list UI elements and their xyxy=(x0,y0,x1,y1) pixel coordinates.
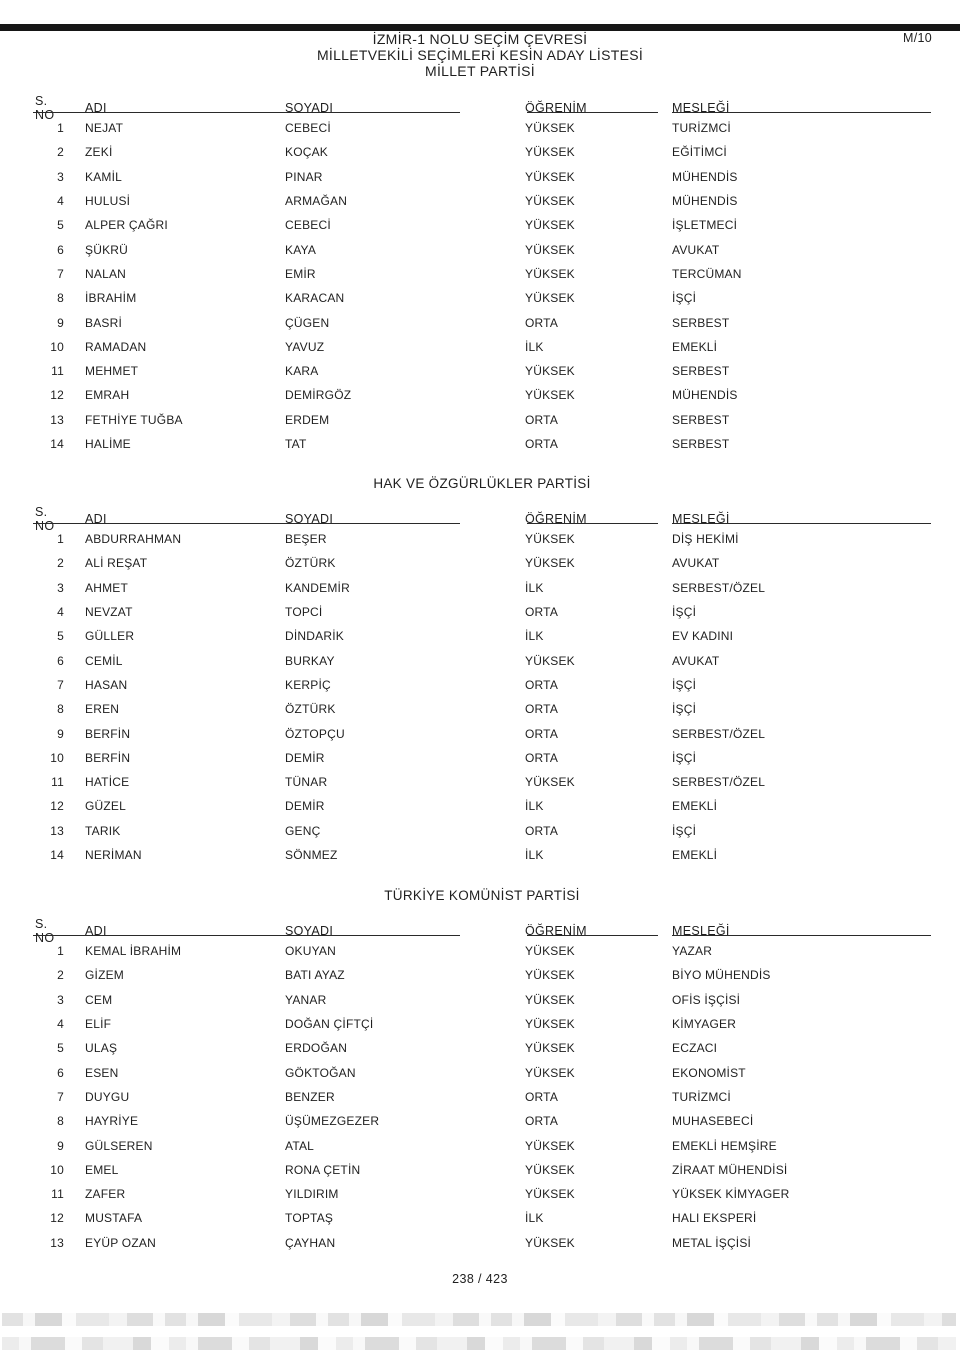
table-row xyxy=(33,939,931,963)
party-heading: HAK VE ÖZGÜRLÜKLER PARTİSİ xyxy=(373,476,591,491)
cell-order-no: 5 xyxy=(57,629,64,644)
cell-profession: İŞÇİ xyxy=(672,750,697,765)
cell-education: YÜKSEK xyxy=(525,291,575,306)
table-body xyxy=(33,939,931,1255)
cell-first-name: EREN xyxy=(85,702,120,717)
cell-education: YÜKSEK xyxy=(525,218,575,233)
cell-order-no: 2 xyxy=(57,145,64,160)
cell-surname: ÖZTÜRK xyxy=(285,556,336,571)
cell-surname: DOĞAN ÇİFTÇİ xyxy=(285,1017,374,1032)
cell-profession: EMEKLİ HEMŞİRE xyxy=(672,1138,777,1153)
cell-order-no: 5 xyxy=(57,1041,64,1056)
cell-education: YÜKSEK xyxy=(525,121,575,136)
cell-education: YÜKSEK xyxy=(525,556,575,571)
cell-surname: ÖZTÜRK xyxy=(285,702,336,717)
cell-order-no: 13 xyxy=(50,1235,64,1250)
cell-order-no: 12 xyxy=(50,1211,64,1226)
cell-surname: GÖKTOĞAN xyxy=(285,1065,356,1080)
cell-first-name: HULUSİ xyxy=(85,194,131,209)
table-row xyxy=(33,335,931,359)
table-row xyxy=(33,1012,931,1036)
cell-order-no: 6 xyxy=(57,653,64,668)
table-row xyxy=(33,963,931,987)
table-row xyxy=(33,1085,931,1109)
party-section xyxy=(33,888,931,1255)
table-header-row xyxy=(33,917,931,945)
cell-profession: EV KADINI xyxy=(672,629,734,644)
cell-surname: ÇAYHAN xyxy=(285,1235,336,1250)
cell-first-name: NERİMAN xyxy=(85,848,142,862)
cell-education: YÜKSEK xyxy=(525,1162,575,1177)
header-underline-segment xyxy=(527,112,658,113)
party-section xyxy=(33,476,931,867)
table-body xyxy=(33,116,931,456)
cell-education: ORTA xyxy=(525,315,559,330)
cell-surname: KANDEMİR xyxy=(285,580,350,595)
cell-profession: SERBEST xyxy=(672,315,730,330)
cell-surname: TAT xyxy=(285,437,307,451)
cell-order-no: 12 xyxy=(50,799,64,814)
table-row xyxy=(33,1060,931,1084)
cell-order-no: 4 xyxy=(57,194,64,209)
cell-first-name: HATİCE xyxy=(85,775,130,790)
cell-order-no: 12 xyxy=(50,388,64,403)
cell-education: YÜKSEK xyxy=(525,1138,575,1153)
cell-order-no: 2 xyxy=(57,968,64,983)
cell-surname: ÜŞÜMEZGEZER xyxy=(285,1114,380,1129)
title-list-name: MİLLETVEKİLİ SEÇİMLERİ KESİN ADAY LİSTESİ xyxy=(316,47,644,63)
cell-order-no: 14 xyxy=(50,848,64,862)
column-header: SOYADI xyxy=(285,512,334,526)
cell-surname: YAVUZ xyxy=(285,339,325,354)
header-underline-segment xyxy=(33,935,460,936)
scan-artifact-noise-band-1 xyxy=(2,1313,956,1326)
column-header: MESLEĞİ xyxy=(672,924,730,938)
cell-surname: DEMİR xyxy=(285,799,325,814)
cell-first-name: GÜLSEREN xyxy=(85,1138,153,1153)
cell-order-no: 13 xyxy=(50,823,64,838)
cell-education: YÜKSEK xyxy=(525,532,575,547)
cell-profession: SERBEST/ÖZEL xyxy=(672,775,766,790)
table-row xyxy=(33,140,931,164)
cell-first-name: NEJAT xyxy=(85,121,124,136)
cell-education: ORTA xyxy=(525,726,559,741)
cell-order-no: 9 xyxy=(57,726,64,741)
column-header: ADI xyxy=(85,101,107,115)
cell-order-no: 9 xyxy=(57,1138,64,1153)
cell-profession: EĞİTİMCİ xyxy=(672,145,727,160)
cell-surname: CEBECİ xyxy=(285,121,331,136)
cell-first-name: EYÜP OZAN xyxy=(85,1235,156,1250)
cell-surname: ÇÜGEN xyxy=(285,315,330,330)
cell-order-no: 11 xyxy=(51,1187,64,1202)
header-underline xyxy=(33,935,931,938)
cell-profession: HALI EKSPERİ xyxy=(672,1211,757,1226)
cell-profession: İŞÇİ xyxy=(672,291,697,306)
cell-order-no: 1 xyxy=(57,944,64,959)
cell-education: İLK xyxy=(525,799,544,814)
cell-surname: DEMİRGÖZ xyxy=(285,388,352,403)
cell-surname: ARMAĞAN xyxy=(285,194,348,209)
cell-first-name: BASRİ xyxy=(85,315,123,330)
cell-education: YÜKSEK xyxy=(525,1017,575,1032)
cell-order-no: 11 xyxy=(51,775,64,790)
cell-first-name: MEHMET xyxy=(85,364,139,379)
cell-surname: KAYA xyxy=(285,242,317,257)
cell-surname: BEŞER xyxy=(285,532,327,547)
cell-profession: TURİZMCİ xyxy=(672,1089,731,1104)
cell-first-name: HALİME xyxy=(85,437,131,451)
cell-profession: MÜHENDİS xyxy=(672,388,738,403)
title-first-party: MİLLET PARTİSİ xyxy=(424,63,535,79)
cell-surname: GENÇ xyxy=(285,823,321,838)
cell-surname: DİNDARİK xyxy=(285,629,344,644)
table-row xyxy=(33,262,931,286)
cell-profession: OFİS İŞÇİSİ xyxy=(672,992,741,1007)
cell-education: ORTA xyxy=(525,437,559,451)
cell-surname: KERPİÇ xyxy=(285,677,331,692)
table-row xyxy=(33,1158,931,1182)
cell-first-name: ESEN xyxy=(85,1065,119,1080)
cell-order-no: 14 xyxy=(50,437,64,451)
cell-first-name: GÜZEL xyxy=(85,799,127,814)
column-header: S. NO xyxy=(35,94,55,122)
table-row xyxy=(33,1133,931,1157)
cell-order-no: 2 xyxy=(57,556,64,571)
cell-order-no: 3 xyxy=(57,580,64,595)
cell-profession: ECZACI xyxy=(672,1041,718,1056)
cell-first-name: ZAFER xyxy=(85,1187,126,1202)
cell-profession: SERBEST xyxy=(672,364,730,379)
cell-education: YÜKSEK xyxy=(525,944,575,959)
column-header: S. NO xyxy=(35,505,55,533)
cell-profession: SERBEST xyxy=(672,412,730,427)
table-row xyxy=(33,576,931,600)
cell-first-name: ABDURRAHMAN xyxy=(85,532,182,547)
cell-profession: YAZAR xyxy=(672,944,713,959)
party-heading: TÜRKİYE KOMÜNİST PARTİSİ xyxy=(384,888,580,903)
cell-first-name: İBRAHİM xyxy=(85,291,137,306)
cell-first-name: HAYRİYE xyxy=(85,1114,139,1129)
cell-education: ORTA xyxy=(525,677,559,692)
cell-surname: TÜNAR xyxy=(285,775,328,790)
cell-surname: OKUYAN xyxy=(285,944,336,959)
cell-surname: TOPTAŞ xyxy=(285,1211,334,1226)
table-row xyxy=(33,843,931,867)
cell-surname: KARA xyxy=(285,364,319,379)
cell-education: YÜKSEK xyxy=(525,1065,575,1080)
cell-profession: SERBEST/ÖZEL xyxy=(672,580,766,595)
cell-first-name: DUYGU xyxy=(85,1089,130,1104)
cell-first-name: NALAN xyxy=(85,266,127,281)
cell-surname: PINAR xyxy=(285,169,323,184)
cell-profession: MÜHENDİS xyxy=(672,194,738,209)
document-title-block xyxy=(0,31,960,79)
cell-order-no: 8 xyxy=(57,1114,64,1129)
scan-artifact-top-bar xyxy=(0,24,960,31)
cell-surname: ERDEM xyxy=(285,412,330,427)
column-header: ÖĞRENİM xyxy=(525,924,587,938)
cell-profession: SERBEST/ÖZEL xyxy=(672,726,766,741)
column-header: ADI xyxy=(85,512,107,526)
cell-order-no: 10 xyxy=(50,750,64,765)
cell-first-name: CEMİL xyxy=(85,653,123,668)
cell-order-no: 8 xyxy=(57,291,64,306)
cell-education: ORTA xyxy=(525,412,559,427)
table-row xyxy=(33,165,931,189)
header-underline-segment xyxy=(33,112,460,113)
cell-profession: İŞÇİ xyxy=(672,823,697,838)
cell-profession: METAL İŞÇİSİ xyxy=(672,1235,752,1250)
cell-first-name: KEMAL İBRAHİM xyxy=(85,944,182,959)
cell-profession: İŞÇİ xyxy=(672,605,697,620)
cell-first-name: CEM xyxy=(85,992,113,1007)
doc-code: M/10 xyxy=(903,31,932,45)
table-row xyxy=(33,1182,931,1206)
cell-order-no: 4 xyxy=(57,1017,64,1032)
table-row xyxy=(33,1036,931,1060)
column-header: SOYADI xyxy=(285,924,334,938)
cell-education: ORTA xyxy=(525,1114,559,1129)
table-row xyxy=(33,1109,931,1133)
cell-profession: ZİRAAT MÜHENDİSİ xyxy=(672,1162,788,1177)
cell-education: İLK xyxy=(525,848,544,862)
table-row xyxy=(33,527,931,551)
cell-first-name: ULAŞ xyxy=(85,1041,118,1056)
cell-education: YÜKSEK xyxy=(525,653,575,668)
cell-first-name: BERFİN xyxy=(85,750,131,765)
column-header: MESLEĞİ xyxy=(672,101,730,115)
cell-order-no: 8 xyxy=(57,702,64,717)
cell-profession: BİYO MÜHENDİS xyxy=(672,968,771,983)
cell-profession: İŞÇİ xyxy=(672,702,697,717)
cell-order-no: 3 xyxy=(57,992,64,1007)
cell-first-name: ELİF xyxy=(85,1017,112,1032)
column-header: ADI xyxy=(85,924,107,938)
table-row xyxy=(33,1206,931,1230)
cell-surname: YILDIRIM xyxy=(285,1187,339,1202)
cell-profession: EMEKLİ xyxy=(672,339,718,354)
cell-first-name: RAMADAN xyxy=(85,339,147,354)
table-row xyxy=(33,116,931,140)
header-underline-segment xyxy=(672,523,931,524)
cell-first-name: FETHİYE TUĞBA xyxy=(85,412,183,427)
cell-first-name: GÜLLER xyxy=(85,629,135,644)
cell-education: ORTA xyxy=(525,1089,559,1104)
cell-education: İLK xyxy=(525,580,544,595)
title-district: İZMİR-1 NOLU SEÇİM ÇEVRESİ xyxy=(372,31,588,47)
cell-first-name: ZEKİ xyxy=(85,145,113,160)
table-row xyxy=(33,213,931,237)
table-row xyxy=(33,237,931,261)
cell-first-name: HASAN xyxy=(85,677,128,692)
column-header: ÖĞRENİM xyxy=(525,101,587,115)
cell-education: İLK xyxy=(525,629,544,644)
header-underline-segment xyxy=(672,935,931,936)
cell-order-no: 5 xyxy=(57,218,64,233)
cell-surname: ERDOĞAN xyxy=(285,1041,348,1056)
cell-order-no: 10 xyxy=(50,339,64,354)
cell-profession: MUHASEBECİ xyxy=(672,1114,754,1129)
cell-surname: BENZER xyxy=(285,1089,335,1104)
cell-education: YÜKSEK xyxy=(525,145,575,160)
cell-surname: KOÇAK xyxy=(285,145,329,160)
table-row xyxy=(33,286,931,310)
cell-education: YÜKSEK xyxy=(525,242,575,257)
cell-first-name: TARIK xyxy=(85,823,121,838)
cell-first-name: KAMİL xyxy=(85,169,123,184)
cell-first-name: NEVZAT xyxy=(85,605,133,620)
table-row xyxy=(33,697,931,721)
table-row xyxy=(33,383,931,407)
table-row xyxy=(33,310,931,334)
column-header: SOYADI xyxy=(285,101,334,115)
cell-surname: SÖNMEZ xyxy=(285,848,338,862)
column-header: ÖĞRENİM xyxy=(525,512,587,526)
cell-order-no: 9 xyxy=(57,315,64,330)
cell-surname: CEBECİ xyxy=(285,218,331,233)
cell-surname: BURKAY xyxy=(285,653,335,668)
table-row xyxy=(33,721,931,745)
cell-profession: EMEKLİ xyxy=(672,799,718,814)
table-header-row xyxy=(33,94,931,122)
cell-profession: EMEKLİ xyxy=(672,848,718,862)
cell-profession: TURİZMCİ xyxy=(672,121,731,136)
scan-artifact-noise-band-2 xyxy=(2,1337,956,1350)
cell-surname: EMİR xyxy=(285,266,316,281)
header-underline xyxy=(33,112,931,115)
cell-education: YÜKSEK xyxy=(525,266,575,281)
table-row xyxy=(33,1231,931,1255)
cell-surname: YANAR xyxy=(285,992,327,1007)
table-row xyxy=(33,746,931,770)
cell-profession: İŞÇİ xyxy=(672,677,697,692)
header-underline-segment xyxy=(527,523,658,524)
cell-surname: ATAL xyxy=(285,1138,315,1153)
table-row xyxy=(33,648,931,672)
cell-education: YÜKSEK xyxy=(525,775,575,790)
cell-profession: AVUKAT xyxy=(672,556,720,571)
cell-order-no: 10 xyxy=(50,1162,64,1177)
cell-first-name: ŞÜKRÜ xyxy=(85,242,129,257)
header-underline xyxy=(33,523,931,526)
table-row xyxy=(33,988,931,1012)
cell-profession: DİŞ HEKİMİ xyxy=(672,532,739,547)
table-body xyxy=(33,527,931,867)
header-underline-segment xyxy=(672,112,931,113)
table-row xyxy=(33,624,931,648)
table-row xyxy=(33,673,931,697)
cell-education: YÜKSEK xyxy=(525,388,575,403)
cell-first-name: BERFİN xyxy=(85,726,131,741)
table-row xyxy=(33,600,931,624)
cell-profession: AVUKAT xyxy=(672,242,720,257)
cell-profession: AVUKAT xyxy=(672,653,720,668)
cell-order-no: 1 xyxy=(57,532,64,547)
cell-first-name: AHMET xyxy=(85,580,128,595)
table-row xyxy=(33,770,931,794)
cell-order-no: 13 xyxy=(50,412,64,427)
table-row xyxy=(33,794,931,818)
table-header-row xyxy=(33,505,931,533)
cell-profession: MÜHENDİS xyxy=(672,169,738,184)
cell-order-no: 6 xyxy=(57,242,64,257)
cell-order-no: 6 xyxy=(57,1065,64,1080)
cell-order-no: 7 xyxy=(57,677,64,692)
cell-profession: KİMYAGER xyxy=(672,1017,737,1032)
cell-first-name: ALİ REŞAT xyxy=(85,556,148,571)
cell-profession: YÜKSEK KİMYAGER xyxy=(672,1187,790,1202)
table-row xyxy=(33,432,931,456)
table-row xyxy=(33,359,931,383)
cell-first-name: ALPER ÇAĞRI xyxy=(85,218,168,233)
header-underline-segment xyxy=(527,935,658,936)
cell-order-no: 3 xyxy=(57,169,64,184)
cell-education: YÜKSEK xyxy=(525,1187,575,1202)
cell-education: YÜKSEK xyxy=(525,968,575,983)
table-row xyxy=(33,408,931,432)
column-header: MESLEĞİ xyxy=(672,512,730,526)
cell-profession: EKONOMİST xyxy=(672,1065,746,1080)
page-number: 238 / 423 xyxy=(452,1272,508,1286)
cell-education: YÜKSEK xyxy=(525,364,575,379)
cell-education: YÜKSEK xyxy=(525,992,575,1007)
cell-surname: TOPCİ xyxy=(285,605,323,620)
header-underline-segment xyxy=(33,523,460,524)
cell-order-no: 7 xyxy=(57,1089,64,1104)
cell-order-no: 11 xyxy=(51,364,64,379)
cell-order-no: 4 xyxy=(57,605,64,620)
table-row xyxy=(33,551,931,575)
cell-surname: DEMİR xyxy=(285,750,325,765)
cell-first-name: GİZEM xyxy=(85,968,124,983)
cell-education: İLK xyxy=(525,1211,544,1226)
cell-first-name: MUSTAFA xyxy=(85,1211,143,1226)
cell-education: ORTA xyxy=(525,702,559,717)
cell-profession: SERBEST xyxy=(672,437,730,451)
cell-surname: KARACAN xyxy=(285,291,345,306)
cell-education: ORTA xyxy=(525,605,559,620)
table-row xyxy=(33,819,931,843)
cell-education: ORTA xyxy=(525,750,559,765)
cell-first-name: EMRAH xyxy=(85,388,130,403)
cell-profession: TERCÜMAN xyxy=(672,266,742,281)
cell-order-no: 1 xyxy=(57,121,64,136)
cell-surname: BATI AYAZ xyxy=(285,968,345,983)
cell-education: YÜKSEK xyxy=(525,1041,575,1056)
cell-education: ORTA xyxy=(525,823,559,838)
cell-surname: ÖZTOPÇU xyxy=(285,726,345,741)
cell-profession: İŞLETMECİ xyxy=(672,218,738,233)
party-section xyxy=(33,94,931,456)
cell-education: YÜKSEK xyxy=(525,169,575,184)
cell-education: YÜKSEK xyxy=(525,1235,575,1250)
cell-surname: RONA ÇETİN xyxy=(285,1162,361,1177)
column-header: S. NO xyxy=(35,917,55,945)
table-row xyxy=(33,189,931,213)
cell-order-no: 7 xyxy=(57,266,64,281)
cell-first-name: EMEL xyxy=(85,1162,119,1177)
cell-education: İLK xyxy=(525,339,544,354)
cell-education: YÜKSEK xyxy=(525,194,575,209)
